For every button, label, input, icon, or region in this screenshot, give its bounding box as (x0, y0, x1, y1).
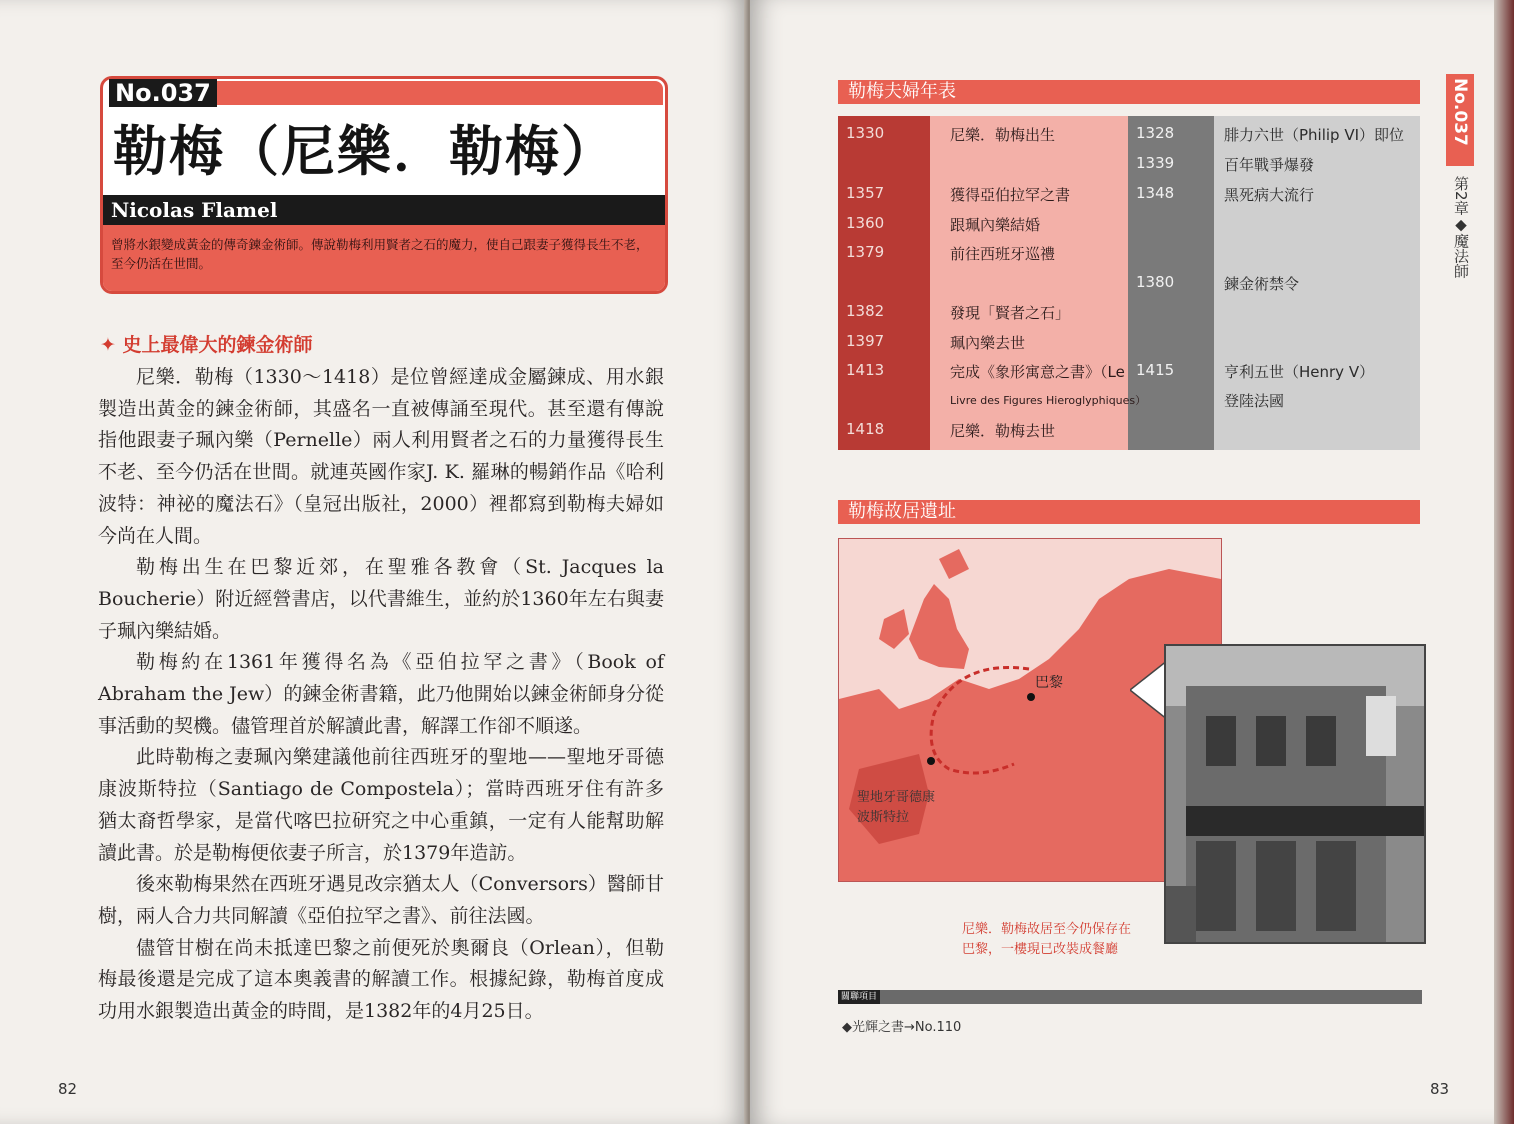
timeline-event: 黑死病大流行 (1224, 186, 1315, 204)
timeline-year: 1360 (846, 214, 885, 232)
residence-title: 勒梅故居遺址 (838, 500, 1420, 524)
timeline-event: 前往西班牙巡禮 (950, 245, 1056, 263)
side-tab (1446, 74, 1474, 166)
timeline-event: 鍊金術禁令 (1224, 275, 1300, 293)
timeline-year: 1397 (846, 332, 885, 350)
related-link[interactable]: ◆光輝之書→No.110 (842, 1020, 962, 1035)
right-page (750, 0, 1494, 1124)
timeline-event: 完成《象形寓意之書》（Le (950, 363, 1125, 381)
left-page (0, 0, 748, 1124)
caption-line: 尼樂．勒梅故居至今仍保存在 (962, 922, 1132, 937)
entry-header (100, 76, 668, 294)
side-number: No.037 (1450, 78, 1470, 146)
paragraph: 尼樂．勒梅（1330～1418）是位曾經達成金屬鍊成、用水銀製造出黃金的鍊金術師，其盛名一直被傳誦至現代。甚至還有傳說指他跟妻子珮內樂（Pernelle）兩人利用賢者之石的力量獲得長生不老、至今仍活在世間。就連英國作家J. K. 羅琳的暢銷作品《哈利波特：神祕的魔法石》（皇冠出版社，2000）裡都寫到勒梅夫婦如今尚在人間。 (98, 366, 664, 547)
related-tag: 關聯項目 (838, 990, 880, 1004)
book-edge (1494, 0, 1514, 1124)
timeline-year: 1357 (846, 184, 885, 202)
body-text (98, 362, 664, 1028)
side-chapter: 第2章◆魔法師 (1452, 176, 1470, 279)
timeline-year: 1413 (846, 361, 885, 379)
timeline-event: 尼樂．勒梅出生 (950, 126, 1056, 144)
timeline-event: 百年戰爭爆發 (1224, 156, 1315, 174)
timeline-year: 1415 (1136, 361, 1175, 379)
map-label-santiago-2: 波斯特拉 (857, 810, 910, 825)
caption-line: 巴黎，一樓現已改裝成餐廳 (962, 942, 1119, 957)
timeline-event-cont: Livre des Figures Hieroglyphiques） (950, 394, 1147, 407)
entry-intro: 曾將水銀變成黃金的傳奇鍊金術師。傳說勒梅利用賢者之石的魔力，使自己跟妻子獲得長生不老，至今仍活在世間。 (103, 225, 665, 291)
paragraph: 勒梅約在1361年獲得名為《亞伯拉罕之書》（Book of Abraham the Jew）的鍊金術書籍，此乃他開始以鍊金術師身分從事活動的契機。儘管理首於解讀此書，解譯工作卻不順遂。 (98, 651, 664, 737)
timeline-year: 1418 (846, 420, 885, 438)
timeline-year: 1328 (1136, 124, 1175, 142)
entry-number-tag: No.037 (109, 79, 217, 107)
page-number-left: 82 (58, 1080, 78, 1098)
timeline-year: 1339 (1136, 154, 1175, 172)
timeline-event-cont: 登陸法國 (1224, 392, 1285, 410)
timeline-title: 勒梅夫婦年表 (838, 80, 1420, 104)
header-accent-strip (211, 81, 663, 105)
timeline-event: 亨利五世（Henry V） (1224, 363, 1375, 381)
entry-title: 勒梅（尼樂．勒梅） (113, 120, 617, 183)
timeline-year: 1380 (1136, 273, 1175, 291)
page-number-right: 83 (1430, 1080, 1450, 1098)
timeline-year: 1348 (1136, 184, 1175, 202)
timeline-year: 1330 (846, 124, 885, 142)
timeline-table (838, 116, 1420, 450)
map-label-paris: 巴黎 (1035, 675, 1063, 691)
timeline-year: 1382 (846, 302, 885, 320)
english-name: Nicolas Flamel (103, 195, 665, 225)
related-bar (838, 990, 1422, 1004)
timeline-event: 腓力六世（Philip VI）即位 (1224, 126, 1405, 144)
timeline-year: 1379 (846, 243, 885, 261)
timeline-event: 發現「賢者之石」 (950, 304, 1071, 322)
photo-caption (962, 920, 1131, 960)
map-label-santiago: 聖地牙哥德康 (857, 790, 936, 805)
photo-graphic (1166, 646, 1424, 942)
timeline-event: 尼樂．勒梅去世 (950, 422, 1056, 440)
section-heading: ✦ 史上最偉大的鍊金術師 (100, 334, 313, 356)
residence-photo (1164, 644, 1426, 944)
paragraph: 此時勒梅之妻珮內樂建議他前往西班牙的聖地——聖地牙哥德康波斯特拉（Santiago de Compostela）；當時西班牙住有許多猶太裔哲學家，是當代喀巴拉研究之中心重鎮，一定有人能幫助解讀此書。於是勒梅便依妻子所言，於1379年造訪。 (98, 746, 664, 864)
paragraph: 後來勒梅果然在西班牙遇見改宗猶太人（Conversors）醫師甘樹，兩人合力共同解讀《亞伯拉罕之書》、前往法國。 (98, 873, 664, 927)
timeline-event: 跟珮內樂結婚 (950, 216, 1041, 234)
paragraph: 勒梅出生在巴黎近郊，在聖雅各教會（St. Jacques la Boucherie）附近經營書店，以代書維生，並約於1360年左右與妻子珮內樂結婚。 (98, 556, 664, 642)
timeline-event: 獲得亞伯拉罕之書 (950, 186, 1071, 204)
paragraph: 儘管甘樹在尚未抵達巴黎之前便死於奧爾良（Orlean），但勒梅最後還是完成了這本奧義書的解讀工作。根據紀錄，勒梅首度成功用水銀製造出黃金的時間，是1382年的4月25日。 (98, 936, 664, 1023)
timeline-event: 珮內樂去世 (950, 334, 1026, 352)
